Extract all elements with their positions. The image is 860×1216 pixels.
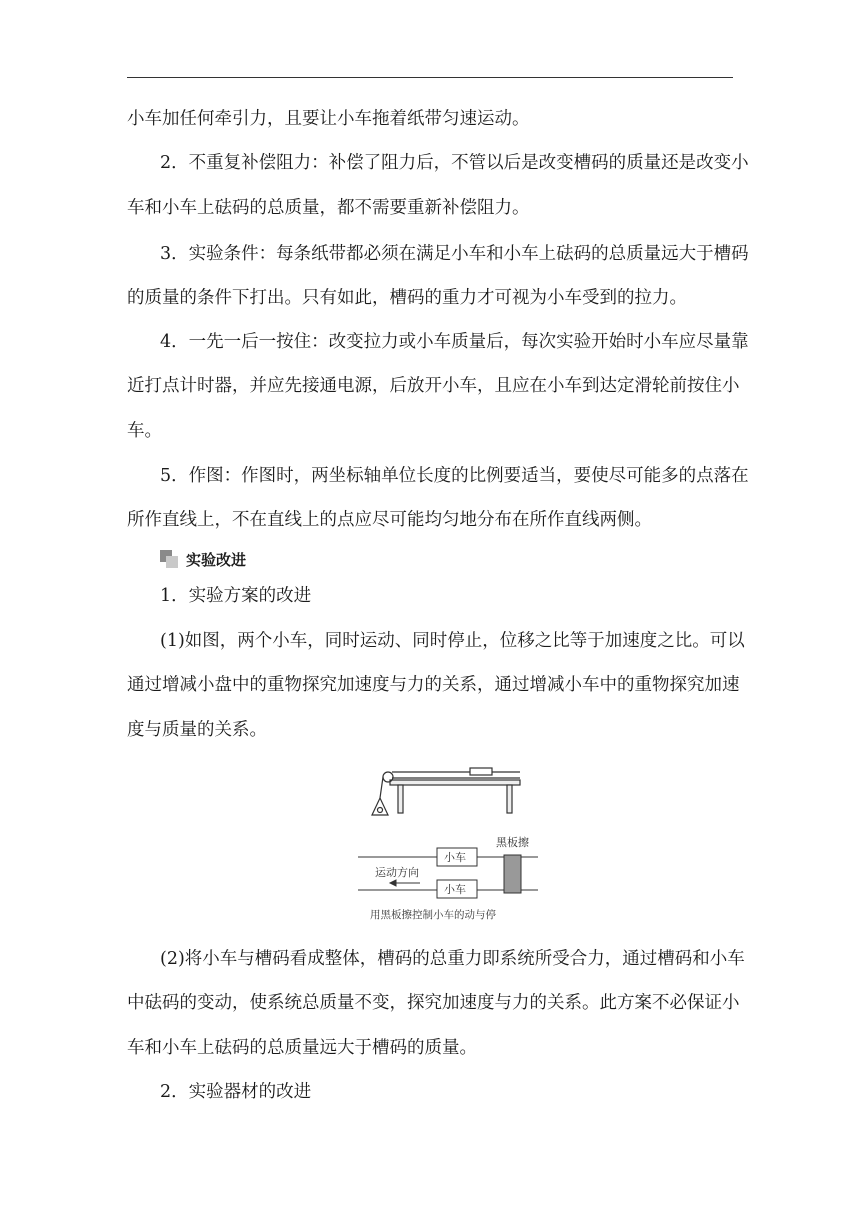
apparatus-diagram <box>350 760 550 930</box>
section-marker-icon <box>160 550 180 568</box>
paragraph-line: 4．一先一后一按住：改变拉力或小车质量后，每次实验开始时小车应尽量靠 <box>160 332 749 352</box>
paragraph-line: (1)如图，两个小车，同时运动、同时停止，位移之比等于加速度之比。可以 <box>160 631 745 651</box>
subsection-title: 2．实验器材的改进 <box>160 1082 312 1102</box>
paragraph-line: 5．作图：作图时，两坐标轴单位长度的比例要适当，要使尽可能多的点落在 <box>160 466 749 486</box>
car-label-bottom: 小车 <box>444 883 466 896</box>
section-heading <box>160 547 246 571</box>
cart-icon <box>470 768 492 775</box>
eraser-icon <box>504 855 521 893</box>
paragraph-line: 车和小车上砝码的总质量，都不需要重新补偿阻力。 <box>127 198 530 218</box>
paragraph-line: 车和小车上砝码的总质量远大于槽码的质量。 <box>127 1038 477 1058</box>
header-rule <box>127 77 733 78</box>
paragraph-line: 2．不重复补偿阻力：补偿了阻力后，不管以后是改变槽码的质量还是改变小 <box>160 153 749 173</box>
figure-caption: 用黑板擦控制小车的动与停 <box>370 909 496 921</box>
pulley-icon <box>383 772 393 782</box>
section-title: 实验改进 <box>186 550 247 569</box>
paragraph-line: 通过增减小盘中的重物探究加速度与力的关系，通过增减小车中的重物探究加速 <box>127 675 740 695</box>
paragraph-line: 所作直线上，不在直线上的点应尽可能均匀地分布在所作直线两侧。 <box>127 510 652 530</box>
paragraph-line: 近打点计时器，并应先接通电源，后放开小车，且应在小车到达定滑轮前按住小 <box>127 376 740 396</box>
paragraph-line: 度与质量的关系。 <box>127 720 267 740</box>
paragraph-line: 3．实验条件：每条纸带都必须在满足小车和小车上砝码的总质量远大于槽码 <box>160 244 749 264</box>
paragraph-line: 车。 <box>127 421 162 441</box>
paragraph-line: 的质量的条件下打出。只有如此，槽码的重力才可视为小车受到的拉力。 <box>127 288 687 308</box>
side-view <box>372 768 520 815</box>
eraser-label: 黑板擦 <box>496 836 529 849</box>
car-label-top: 小车 <box>444 851 466 864</box>
paragraph-line: 小车加任何牵引力，且要让小车拖着纸带匀速运动。 <box>127 109 530 129</box>
subsection-title: 1．实验方案的改进 <box>160 586 312 606</box>
apparatus-figure <box>350 760 550 930</box>
direction-label: 运动方向 <box>375 866 419 879</box>
paragraph-line: 中砝码的变动，使系统总质量不变，探究加速度与力的关系。此方案不必保证小 <box>127 993 740 1013</box>
paragraph-line: (2)将小车与槽码看成整体，槽码的总重力即系统所受合力，通过槽码和小车 <box>160 949 745 969</box>
